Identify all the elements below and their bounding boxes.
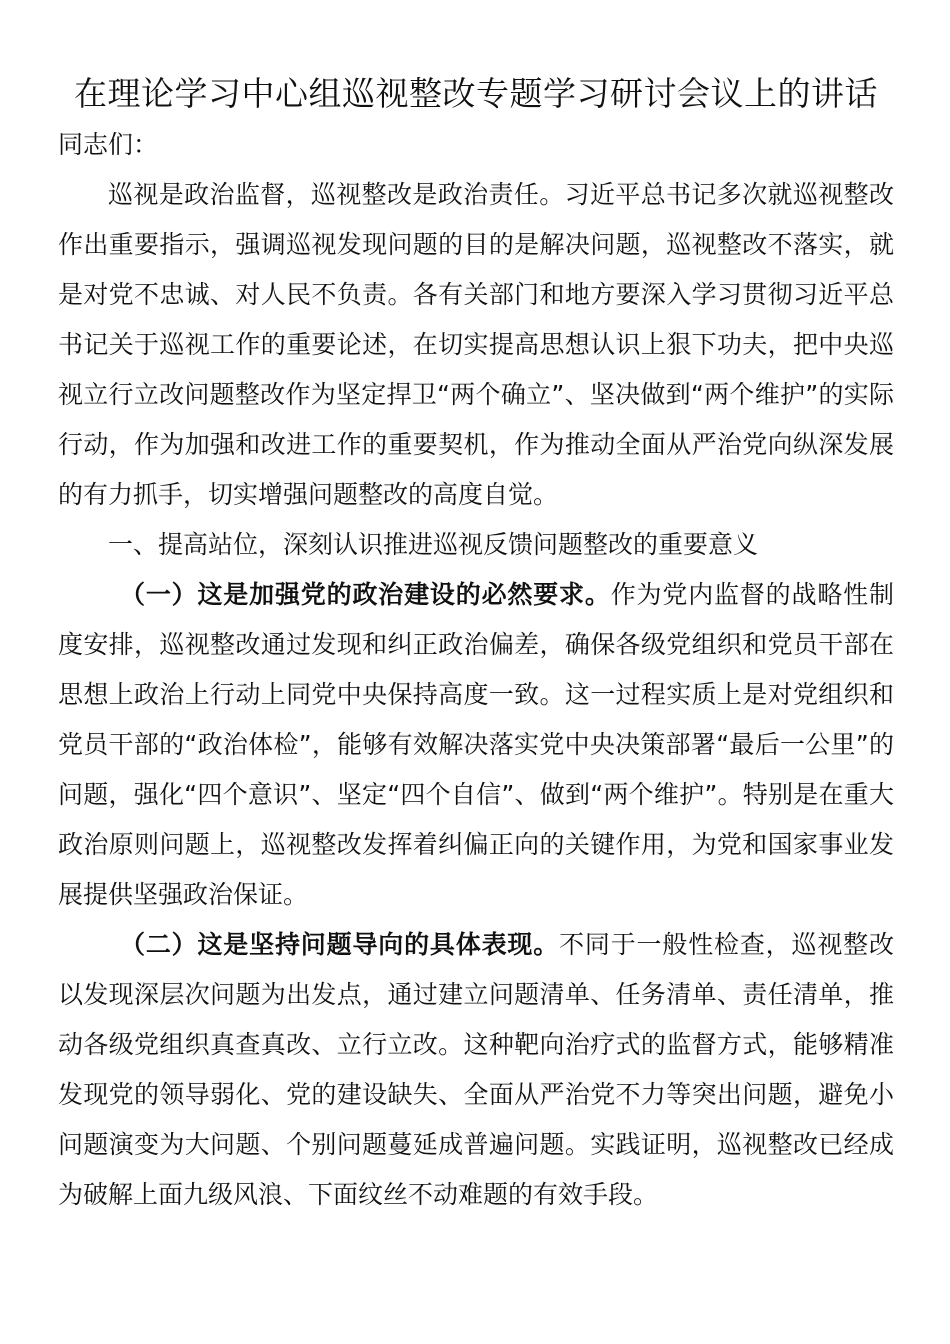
salutation: 同志们： — [58, 130, 159, 159]
point-1-paragraph — [58, 570, 894, 920]
document-title: 在理论学习中心组巡视整改专题学习研讨会议上的讲话 — [74, 74, 878, 113]
section-1-heading: 一、提高站位，深刻认识推进巡视反馈问题整改的重要意义 — [108, 530, 759, 559]
point-1-body: 作为党内监督的战略性制度安排，巡视整改通过发现和纠正政治偏差，确保各级党组织和党员干部在思想上政治上行动上同党中央保持高度一致。这一过程实质上是对党组织和党员干部的“政治体检”，能够有效解决落实党中央决策部署“最后一公里”的问题，强化“四个意识”、坚定“四个自信”、做到“两个维护”。特别是在重大政治原则问题上，巡视整改发挥着纠偏正向的关键作用，为党和国家事业发展提供坚强政治保证。 — [58, 580, 894, 909]
point-2-heading: （二）这是坚持问题导向的具体表现。 — [120, 930, 560, 959]
document-page — [58, 60, 894, 1220]
point-2-body: 不同于一般性检查，巡视整改以发现深层次问题为出发点，通过建立问题清单、任务清单、责任清单，推动各级党组织真查真改、立行立改。这种靶向治疗式的监督方式，能够精准发现党的领导弱化、党的建设缺失、全面从严治党不力等突出问题，避免小问题演变为大问题、个别问题蔓延成普遍问题。实践证明，巡视整改已经成为破解上面九级风浪、下面纹丝不动难题的有效手段。 — [58, 930, 894, 1209]
intro-paragraph: 巡视是政治监督，巡视整改是政治责任。习近平总书记多次就巡视整改作出重要指示，强调巡视发现问题的目的是解决问题，巡视整改不落实，就是对党不忠诚、对人民不负责。各有关部门和地方要深入学习贯彻习近平总书记关于巡视工作的重要论述，在切实提高思想认识上狠下功夫，把中央巡视立行立改问题整改作为坚定捍卫“两个确立”、坚决做到“两个维护”的实际行动，作为加强和改进工作的重要契机，作为推动全面从严治党向纵深发展的有力抓手，切实增强问题整改的高度自觉。 — [58, 180, 894, 509]
point-1-heading: （一）这是加强党的政治建设的必然要求。 — [120, 580, 611, 609]
point-2-paragraph — [58, 920, 894, 1220]
